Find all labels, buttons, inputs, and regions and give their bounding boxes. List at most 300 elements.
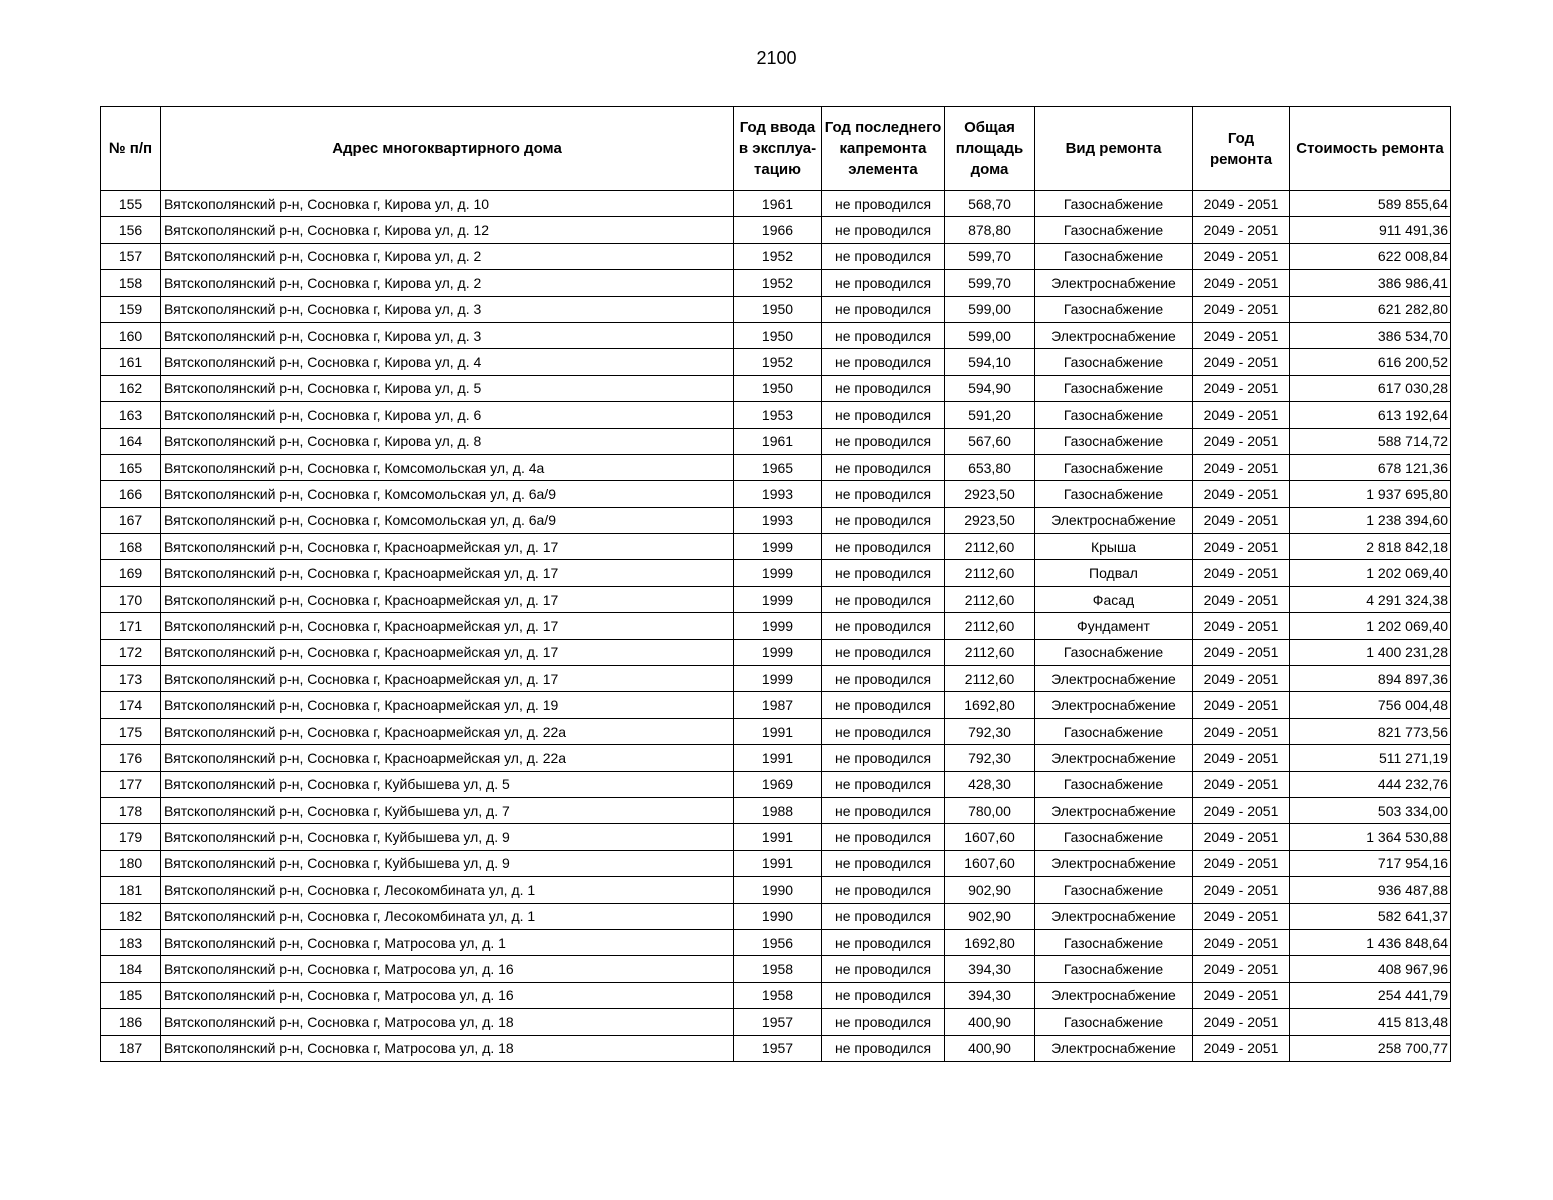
cell-last-repair: не проводился (822, 850, 945, 876)
cell-repair-year: 2049 - 2051 (1193, 428, 1290, 454)
cell-repair-year: 2049 - 2051 (1193, 322, 1290, 348)
cell-cost: 678 121,36 (1290, 454, 1451, 480)
cell-number: 167 (101, 507, 161, 533)
cell-area: 591,20 (945, 402, 1035, 428)
cell-area: 902,90 (945, 903, 1035, 929)
cell-repair-type: Газоснабжение (1035, 639, 1193, 665)
cell-address: Вятскополянский р-н, Сосновка г, Кирова ул, д. 2 (161, 243, 734, 269)
cell-address: Вятскополянский р-н, Сосновка г, Матросова ул, д. 18 (161, 1035, 734, 1061)
cell-address: Вятскополянский р-н, Сосновка г, Матросова ул, д. 16 (161, 956, 734, 982)
cell-repair-year: 2049 - 2051 (1193, 850, 1290, 876)
cell-address: Вятскополянский р-н, Сосновка г, Лесокомбината ул, д. 1 (161, 903, 734, 929)
cell-repair-type: Газоснабжение (1035, 929, 1193, 955)
cell-last-repair: не проводился (822, 217, 945, 243)
cell-last-repair: не проводился (822, 692, 945, 718)
cell-cost: 936 487,88 (1290, 877, 1451, 903)
cell-area: 1607,60 (945, 824, 1035, 850)
cell-cost: 4 291 324,38 (1290, 586, 1451, 612)
cell-cost: 617 030,28 (1290, 375, 1451, 401)
cell-address: Вятскополянский р-н, Сосновка г, Матросова ул, д. 1 (161, 929, 734, 955)
cell-repair-type: Подвал (1035, 560, 1193, 586)
column-header-repair-year: Год ремонта (1193, 107, 1290, 191)
column-header-year-built: Год ввода в эксплуа-тацию (734, 107, 822, 191)
table-body (101, 191, 1451, 1062)
cell-number: 187 (101, 1035, 161, 1061)
cell-number: 182 (101, 903, 161, 929)
cell-cost: 589 855,64 (1290, 191, 1451, 217)
cell-area: 394,30 (945, 956, 1035, 982)
cell-address: Вятскополянский р-н, Сосновка г, Куйбышева ул, д. 5 (161, 771, 734, 797)
cell-year-built: 1956 (734, 929, 822, 955)
cell-year-built: 1991 (734, 824, 822, 850)
cell-year-built: 1993 (734, 507, 822, 533)
cell-last-repair: не проводился (822, 534, 945, 560)
cell-cost: 386 534,70 (1290, 322, 1451, 348)
table-row (101, 534, 1451, 560)
cell-repair-type: Газоснабжение (1035, 771, 1193, 797)
cell-year-built: 1961 (734, 191, 822, 217)
cell-number: 178 (101, 797, 161, 823)
cell-repair-year: 2049 - 2051 (1193, 560, 1290, 586)
cell-number: 157 (101, 243, 161, 269)
cell-repair-type: Газоснабжение (1035, 824, 1193, 850)
cell-area: 878,80 (945, 217, 1035, 243)
cell-repair-year: 2049 - 2051 (1193, 296, 1290, 322)
cell-cost: 613 192,64 (1290, 402, 1451, 428)
table-row (101, 481, 1451, 507)
table-row (101, 850, 1451, 876)
table-row (101, 666, 1451, 692)
cell-number: 183 (101, 929, 161, 955)
cell-number: 171 (101, 613, 161, 639)
cell-area: 792,30 (945, 745, 1035, 771)
table-row (101, 982, 1451, 1008)
cell-area: 594,90 (945, 375, 1035, 401)
cell-repair-year: 2049 - 2051 (1193, 243, 1290, 269)
cell-last-repair: не проводился (822, 613, 945, 639)
cell-last-repair: не проводился (822, 454, 945, 480)
cell-number: 160 (101, 322, 161, 348)
cell-cost: 616 200,52 (1290, 349, 1451, 375)
cell-address: Вятскополянский р-н, Сосновка г, Кирова ул, д. 4 (161, 349, 734, 375)
cell-repair-type: Газоснабжение (1035, 956, 1193, 982)
cell-repair-type: Газоснабжение (1035, 1009, 1193, 1035)
cell-year-built: 1999 (734, 639, 822, 665)
cell-year-built: 1969 (734, 771, 822, 797)
cell-number: 174 (101, 692, 161, 718)
cell-last-repair: не проводился (822, 718, 945, 744)
cell-repair-year: 2049 - 2051 (1193, 824, 1290, 850)
cell-repair-type: Электроснабжение (1035, 903, 1193, 929)
table-row (101, 797, 1451, 823)
cell-last-repair: не проводился (822, 270, 945, 296)
cell-year-built: 1952 (734, 349, 822, 375)
table-row (101, 613, 1451, 639)
cell-repair-type: Электроснабжение (1035, 982, 1193, 1008)
cell-repair-year: 2049 - 2051 (1193, 349, 1290, 375)
cell-number: 179 (101, 824, 161, 850)
table-header-row (101, 107, 1451, 191)
cell-address: Вятскополянский р-н, Сосновка г, Красноармейская ул, д. 17 (161, 666, 734, 692)
cell-year-built: 1953 (734, 402, 822, 428)
cell-address: Вятскополянский р-н, Сосновка г, Кирова ул, д. 10 (161, 191, 734, 217)
cell-address: Вятскополянский р-н, Сосновка г, Кирова ул, д. 8 (161, 428, 734, 454)
cell-address: Вятскополянский р-н, Сосновка г, Красноармейская ул, д. 19 (161, 692, 734, 718)
cell-address: Вятскополянский р-н, Сосновка г, Матросова ул, д. 18 (161, 1009, 734, 1035)
page-number: 2100 (756, 48, 797, 68)
cell-repair-type: Электроснабжение (1035, 692, 1193, 718)
table-row (101, 586, 1451, 612)
column-header-number: № п/п (101, 107, 161, 191)
cell-cost: 588 714,72 (1290, 428, 1451, 454)
cell-repair-year: 2049 - 2051 (1193, 956, 1290, 982)
cell-last-repair: не проводился (822, 243, 945, 269)
cell-year-built: 1952 (734, 243, 822, 269)
table-row (101, 217, 1451, 243)
cell-cost: 503 334,00 (1290, 797, 1451, 823)
cell-cost: 1 364 530,88 (1290, 824, 1451, 850)
cell-address: Вятскополянский р-н, Сосновка г, Красноармейская ул, д. 17 (161, 560, 734, 586)
table-row (101, 1009, 1451, 1035)
cell-last-repair: не проводился (822, 586, 945, 612)
cell-last-repair: не проводился (822, 666, 945, 692)
cell-year-built: 1999 (734, 586, 822, 612)
table-row (101, 956, 1451, 982)
table-row (101, 692, 1451, 718)
table-row (101, 718, 1451, 744)
column-header-area: Общая площадь дома (945, 107, 1035, 191)
cell-repair-type: Электроснабжение (1035, 507, 1193, 533)
cell-number: 164 (101, 428, 161, 454)
cell-repair-type: Электроснабжение (1035, 322, 1193, 348)
cell-area: 568,70 (945, 191, 1035, 217)
cell-address: Вятскополянский р-н, Сосновка г, Кирова ул, д. 6 (161, 402, 734, 428)
cell-last-repair: не проводился (822, 982, 945, 1008)
table-row (101, 270, 1451, 296)
table-row (101, 296, 1451, 322)
cell-repair-type: Электроснабжение (1035, 797, 1193, 823)
cell-cost: 1 937 695,80 (1290, 481, 1451, 507)
cell-last-repair: не проводился (822, 191, 945, 217)
cell-repair-type: Газоснабжение (1035, 454, 1193, 480)
cell-area: 428,30 (945, 771, 1035, 797)
cell-area: 594,10 (945, 349, 1035, 375)
cell-number: 163 (101, 402, 161, 428)
cell-repair-type: Электроснабжение (1035, 850, 1193, 876)
table-row (101, 745, 1451, 771)
cell-last-repair: не проводился (822, 956, 945, 982)
cell-address: Вятскополянский р-н, Сосновка г, Кирова ул, д. 5 (161, 375, 734, 401)
cell-last-repair: не проводился (822, 560, 945, 586)
cell-year-built: 1993 (734, 481, 822, 507)
cell-repair-year: 2049 - 2051 (1193, 507, 1290, 533)
cell-cost: 1 202 069,40 (1290, 613, 1451, 639)
cell-repair-year: 2049 - 2051 (1193, 191, 1290, 217)
cell-number: 155 (101, 191, 161, 217)
cell-cost: 1 400 231,28 (1290, 639, 1451, 665)
column-header-repair-type: Вид ремонта (1035, 107, 1193, 191)
cell-repair-year: 2049 - 2051 (1193, 1035, 1290, 1061)
cell-last-repair: не проводился (822, 402, 945, 428)
cell-number: 176 (101, 745, 161, 771)
cell-repair-type: Газоснабжение (1035, 428, 1193, 454)
cell-repair-year: 2049 - 2051 (1193, 929, 1290, 955)
cell-year-built: 1965 (734, 454, 822, 480)
cell-year-built: 1999 (734, 560, 822, 586)
cell-number: 166 (101, 481, 161, 507)
cell-number: 161 (101, 349, 161, 375)
cell-address: Вятскополянский р-н, Сосновка г, Куйбышева ул, д. 7 (161, 797, 734, 823)
cell-area: 599,00 (945, 322, 1035, 348)
cell-year-built: 1950 (734, 296, 822, 322)
cell-year-built: 1958 (734, 982, 822, 1008)
cell-area: 1692,80 (945, 929, 1035, 955)
cell-repair-year: 2049 - 2051 (1193, 534, 1290, 560)
table-row (101, 1035, 1451, 1061)
cell-repair-type: Газоснабжение (1035, 481, 1193, 507)
cell-year-built: 1950 (734, 375, 822, 401)
cell-number: 186 (101, 1009, 161, 1035)
cell-cost: 254 441,79 (1290, 982, 1451, 1008)
cell-year-built: 1966 (734, 217, 822, 243)
column-header-address: Адрес многоквартирного дома (161, 107, 734, 191)
cell-address: Вятскополянский р-н, Сосновка г, Красноармейская ул, д. 22а (161, 745, 734, 771)
cell-year-built: 1958 (734, 956, 822, 982)
cell-year-built: 1987 (734, 692, 822, 718)
cell-address: Вятскополянский р-н, Сосновка г, Красноармейская ул, д. 17 (161, 613, 734, 639)
cell-number: 169 (101, 560, 161, 586)
table-row (101, 402, 1451, 428)
cell-area: 599,00 (945, 296, 1035, 322)
cell-last-repair: не проводился (822, 507, 945, 533)
cell-area: 780,00 (945, 797, 1035, 823)
cell-number: 159 (101, 296, 161, 322)
table-row (101, 375, 1451, 401)
cell-address: Вятскополянский р-н, Сосновка г, Комсомольская ул, д. 6а/9 (161, 481, 734, 507)
cell-repair-year: 2049 - 2051 (1193, 745, 1290, 771)
cell-repair-type: Электроснабжение (1035, 1035, 1193, 1061)
cell-number: 180 (101, 850, 161, 876)
cell-repair-type: Газоснабжение (1035, 191, 1193, 217)
table-row (101, 454, 1451, 480)
table-row (101, 428, 1451, 454)
table-row (101, 771, 1451, 797)
cell-repair-type: Газоснабжение (1035, 877, 1193, 903)
cell-last-repair: не проводился (822, 428, 945, 454)
cell-repair-type: Крыша (1035, 534, 1193, 560)
cell-repair-year: 2049 - 2051 (1193, 217, 1290, 243)
cell-year-built: 1991 (734, 745, 822, 771)
cell-repair-year: 2049 - 2051 (1193, 982, 1290, 1008)
cell-area: 567,60 (945, 428, 1035, 454)
cell-repair-type: Газоснабжение (1035, 375, 1193, 401)
cell-area: 2112,60 (945, 586, 1035, 612)
table-row (101, 824, 1451, 850)
cell-address: Вятскополянский р-н, Сосновка г, Кирова ул, д. 3 (161, 322, 734, 348)
cell-repair-type: Фасад (1035, 586, 1193, 612)
cell-year-built: 1999 (734, 666, 822, 692)
cell-repair-year: 2049 - 2051 (1193, 639, 1290, 665)
cell-area: 2923,50 (945, 507, 1035, 533)
table-row (101, 929, 1451, 955)
cell-address: Вятскополянский р-н, Сосновка г, Красноармейская ул, д. 17 (161, 534, 734, 560)
table-row (101, 322, 1451, 348)
cell-number: 172 (101, 639, 161, 665)
cell-number: 177 (101, 771, 161, 797)
cell-repair-year: 2049 - 2051 (1193, 481, 1290, 507)
cell-cost: 582 641,37 (1290, 903, 1451, 929)
cell-last-repair: не проводился (822, 824, 945, 850)
cell-area: 2112,60 (945, 560, 1035, 586)
cell-last-repair: не проводился (822, 322, 945, 348)
column-header-last-repair: Год последнего капремонта элемента (822, 107, 945, 191)
cell-address: Вятскополянский р-н, Сосновка г, Красноармейская ул, д. 17 (161, 639, 734, 665)
repair-schedule-table (100, 106, 1451, 1062)
cell-repair-type: Газоснабжение (1035, 349, 1193, 375)
cell-address: Вятскополянский р-н, Сосновка г, Лесокомбината ул, д. 1 (161, 877, 734, 903)
cell-last-repair: не проводился (822, 296, 945, 322)
cell-number: 185 (101, 982, 161, 1008)
cell-repair-year: 2049 - 2051 (1193, 771, 1290, 797)
cell-repair-year: 2049 - 2051 (1193, 903, 1290, 929)
cell-repair-year: 2049 - 2051 (1193, 270, 1290, 296)
cell-cost: 1 202 069,40 (1290, 560, 1451, 586)
cell-repair-year: 2049 - 2051 (1193, 877, 1290, 903)
cell-address: Вятскополянский р-н, Сосновка г, Красноармейская ул, д. 22а (161, 718, 734, 744)
cell-address: Вятскополянский р-н, Сосновка г, Матросова ул, д. 16 (161, 982, 734, 1008)
cell-repair-year: 2049 - 2051 (1193, 1009, 1290, 1035)
table-row (101, 507, 1451, 533)
cell-number: 168 (101, 534, 161, 560)
cell-area: 599,70 (945, 270, 1035, 296)
cell-area: 2112,60 (945, 534, 1035, 560)
cell-repair-type: Газоснабжение (1035, 402, 1193, 428)
cell-repair-year: 2049 - 2051 (1193, 613, 1290, 639)
cell-year-built: 1961 (734, 428, 822, 454)
cell-address: Вятскополянский р-н, Сосновка г, Комсомольская ул, д. 4а (161, 454, 734, 480)
cell-last-repair: не проводился (822, 745, 945, 771)
cell-repair-year: 2049 - 2051 (1193, 718, 1290, 744)
cell-year-built: 1957 (734, 1035, 822, 1061)
cell-last-repair: не проводился (822, 639, 945, 665)
cell-last-repair: не проводился (822, 375, 945, 401)
cell-repair-year: 2049 - 2051 (1193, 666, 1290, 692)
cell-year-built: 1991 (734, 850, 822, 876)
cell-repair-year: 2049 - 2051 (1193, 586, 1290, 612)
cell-area: 1607,60 (945, 850, 1035, 876)
cell-year-built: 1990 (734, 903, 822, 929)
column-header-cost: Стоимость ремонта (1290, 107, 1451, 191)
cell-address: Вятскополянский р-н, Сосновка г, Куйбышева ул, д. 9 (161, 850, 734, 876)
cell-address: Вятскополянский р-н, Сосновка г, Кирова ул, д. 2 (161, 270, 734, 296)
cell-last-repair: не проводился (822, 903, 945, 929)
cell-address: Вятскополянский р-н, Сосновка г, Кирова ул, д. 3 (161, 296, 734, 322)
cell-area: 400,90 (945, 1009, 1035, 1035)
cell-repair-type: Газоснабжение (1035, 217, 1193, 243)
cell-cost: 258 700,77 (1290, 1035, 1451, 1061)
cell-year-built: 1957 (734, 1009, 822, 1035)
cell-area: 1692,80 (945, 692, 1035, 718)
cell-repair-type: Газоснабжение (1035, 718, 1193, 744)
table-row (101, 903, 1451, 929)
cell-address: Вятскополянский р-н, Сосновка г, Куйбышева ул, д. 9 (161, 824, 734, 850)
cell-repair-type: Газоснабжение (1035, 243, 1193, 269)
table-row (101, 191, 1451, 217)
cell-year-built: 1990 (734, 877, 822, 903)
cell-last-repair: не проводился (822, 349, 945, 375)
cell-cost: 894 897,36 (1290, 666, 1451, 692)
cell-repair-year: 2049 - 2051 (1193, 797, 1290, 823)
table-row (101, 639, 1451, 665)
cell-area: 2112,60 (945, 613, 1035, 639)
cell-last-repair: не проводился (822, 1009, 945, 1035)
cell-year-built: 1999 (734, 534, 822, 560)
cell-cost: 756 004,48 (1290, 692, 1451, 718)
cell-area: 2112,60 (945, 639, 1035, 665)
cell-repair-year: 2049 - 2051 (1193, 375, 1290, 401)
cell-area: 2112,60 (945, 666, 1035, 692)
cell-repair-type: Электроснабжение (1035, 270, 1193, 296)
cell-number: 170 (101, 586, 161, 612)
cell-last-repair: не проводился (822, 929, 945, 955)
cell-last-repair: не проводился (822, 481, 945, 507)
cell-cost: 717 954,16 (1290, 850, 1451, 876)
cell-cost: 511 271,19 (1290, 745, 1451, 771)
cell-year-built: 1988 (734, 797, 822, 823)
cell-number: 181 (101, 877, 161, 903)
cell-cost: 386 986,41 (1290, 270, 1451, 296)
cell-number: 165 (101, 454, 161, 480)
cell-year-built: 1952 (734, 270, 822, 296)
cell-repair-year: 2049 - 2051 (1193, 402, 1290, 428)
cell-cost: 415 813,48 (1290, 1009, 1451, 1035)
cell-year-built: 1991 (734, 718, 822, 744)
cell-address: Вятскополянский р-н, Сосновка г, Комсомольская ул, д. 6а/9 (161, 507, 734, 533)
cell-repair-type: Электроснабжение (1035, 666, 1193, 692)
cell-repair-year: 2049 - 2051 (1193, 692, 1290, 718)
cell-last-repair: не проводился (822, 797, 945, 823)
cell-address: Вятскополянский р-н, Сосновка г, Красноармейская ул, д. 17 (161, 586, 734, 612)
table-row (101, 243, 1451, 269)
cell-address: Вятскополянский р-н, Сосновка г, Кирова ул, д. 12 (161, 217, 734, 243)
cell-year-built: 1950 (734, 322, 822, 348)
cell-last-repair: не проводился (822, 877, 945, 903)
cell-cost: 621 282,80 (1290, 296, 1451, 322)
table-row (101, 349, 1451, 375)
cell-last-repair: не проводился (822, 1035, 945, 1061)
cell-repair-type: Электроснабжение (1035, 745, 1193, 771)
cell-number: 184 (101, 956, 161, 982)
cell-area: 394,30 (945, 982, 1035, 1008)
cell-area: 400,90 (945, 1035, 1035, 1061)
cell-number: 158 (101, 270, 161, 296)
cell-year-built: 1999 (734, 613, 822, 639)
cell-cost: 2 818 842,18 (1290, 534, 1451, 560)
cell-area: 599,70 (945, 243, 1035, 269)
cell-number: 173 (101, 666, 161, 692)
cell-number: 162 (101, 375, 161, 401)
cell-area: 792,30 (945, 718, 1035, 744)
cell-cost: 408 967,96 (1290, 956, 1451, 982)
table-row (101, 560, 1451, 586)
cell-area: 653,80 (945, 454, 1035, 480)
cell-repair-year: 2049 - 2051 (1193, 454, 1290, 480)
cell-cost: 821 773,56 (1290, 718, 1451, 744)
cell-cost: 1 436 848,64 (1290, 929, 1451, 955)
cell-last-repair: не проводился (822, 771, 945, 797)
cell-cost: 622 008,84 (1290, 243, 1451, 269)
cell-area: 2923,50 (945, 481, 1035, 507)
